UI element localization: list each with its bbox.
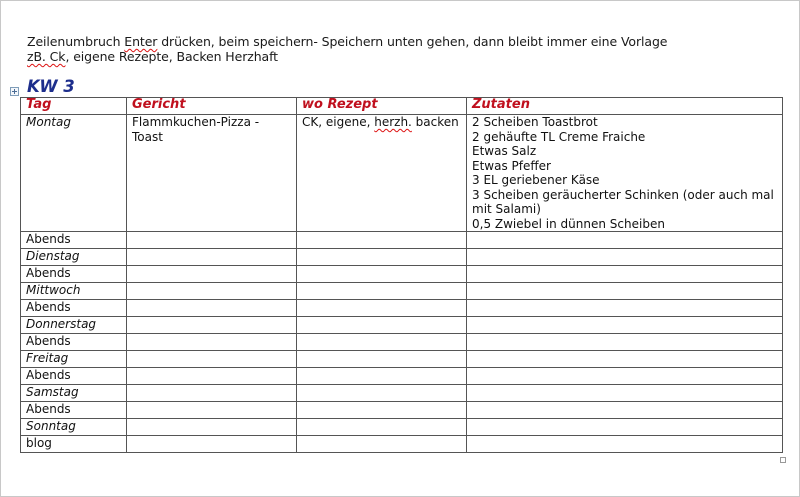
empty-cell[interactable]	[297, 317, 467, 334]
empty-cell[interactable]	[127, 317, 297, 334]
empty-cell[interactable]	[297, 385, 467, 402]
rezept-text: backen	[411, 115, 459, 129]
ingredient-item: 3 Scheiben geräucherter Schinken (oder auch mal mit Salami)	[472, 187, 774, 216]
table-header-row	[21, 98, 783, 115]
ingredient-item: 2 Scheiben Toastbrot	[472, 115, 598, 129]
empty-cell[interactable]	[467, 402, 783, 419]
empty-cell[interactable]	[127, 334, 297, 351]
meal-plan-table	[20, 97, 783, 453]
header-tag: Tag	[21, 98, 127, 115]
empty-cell[interactable]	[467, 232, 783, 249]
empty-cell[interactable]	[127, 402, 297, 419]
empty-cell[interactable]	[297, 266, 467, 283]
empty-cell[interactable]	[297, 249, 467, 266]
table-move-handle-icon[interactable]	[10, 87, 19, 96]
rezept-cell[interactable]	[297, 115, 467, 232]
empty-cell[interactable]	[467, 249, 783, 266]
abends-cell[interactable]: Abends	[21, 334, 127, 351]
empty-cell[interactable]	[127, 385, 297, 402]
ingredient-item: Etwas Pfeffer	[472, 158, 551, 173]
table-row-abends	[21, 402, 783, 419]
faint-watermark-text: blog	[21, 436, 127, 453]
abends-cell[interactable]: Abends	[21, 300, 127, 317]
abends-cell[interactable]: Abends	[21, 368, 127, 385]
header-gericht: Gericht	[127, 98, 297, 115]
empty-cell[interactable]	[467, 368, 783, 385]
day-cell[interactable]: Freitag	[21, 351, 127, 368]
note-text-misspelled: Enter	[124, 34, 158, 49]
table-resize-handle-icon[interactable]	[780, 457, 786, 463]
ingredient-item: 3 EL geriebener Käse	[472, 173, 600, 187]
table-row-abends	[21, 266, 783, 283]
day-cell[interactable]: Sonntag	[21, 419, 127, 436]
empty-cell[interactable]	[467, 283, 783, 300]
empty-cell[interactable]	[297, 402, 467, 419]
table-row-freitag	[21, 351, 783, 368]
day-cell[interactable]: Donnerstag	[21, 317, 127, 334]
empty-cell[interactable]	[297, 232, 467, 249]
empty-cell[interactable]	[127, 283, 297, 300]
empty-cell[interactable]	[467, 385, 783, 402]
empty-cell[interactable]	[467, 436, 783, 453]
empty-cell[interactable]	[297, 300, 467, 317]
ingredient-item: Etwas Salz	[472, 144, 537, 158]
empty-cell[interactable]	[467, 300, 783, 317]
table-row-last	[21, 436, 783, 453]
day-cell[interactable]: Samstag	[21, 385, 127, 402]
note-text: drücken, beim speichern- Speichern unten gehen, dann bleibt immer eine Vorlage	[157, 34, 668, 49]
empty-cell[interactable]	[127, 300, 297, 317]
day-cell[interactable]: Dienstag	[21, 249, 127, 266]
rezept-text-misspelled: herzh.	[374, 115, 412, 129]
empty-cell[interactable]	[127, 249, 297, 266]
empty-cell[interactable]	[127, 436, 297, 453]
note-text: , eigene Rezepte, Backen Herzhaft	[65, 49, 278, 64]
empty-cell[interactable]	[297, 436, 467, 453]
empty-cell[interactable]	[127, 232, 297, 249]
header-zutaten: Zutaten	[467, 98, 783, 115]
empty-cell[interactable]	[467, 334, 783, 351]
note-text-misspelled: zB. Ck	[27, 49, 66, 64]
note-text: Zeilenumbruch	[27, 34, 125, 49]
ingredient-item: 0,5 Zwiebel in dünnen Scheiben	[472, 216, 665, 231]
empty-cell[interactable]	[297, 368, 467, 385]
gericht-cell[interactable]: Flammkuchen-Pizza - Toast	[127, 115, 297, 232]
table-row-abends	[21, 232, 783, 249]
table-row-sonntag	[21, 419, 783, 436]
table-row-dienstag	[21, 249, 783, 266]
day-cell[interactable]: Montag	[21, 115, 127, 232]
header-wo-rezept: wo Rezept	[297, 98, 467, 115]
week-title: KW 3	[27, 77, 75, 96]
table-row-abends	[21, 300, 783, 317]
empty-cell[interactable]	[127, 266, 297, 283]
rezept-text: CK, eigene,	[302, 115, 375, 129]
empty-cell[interactable]	[127, 368, 297, 385]
zutaten-cell[interactable]	[467, 115, 783, 232]
instruction-note-line-1	[27, 34, 667, 49]
abends-cell[interactable]: Abends	[21, 402, 127, 419]
empty-cell[interactable]	[467, 419, 783, 436]
empty-cell[interactable]	[297, 419, 467, 436]
ingredient-item: 2 gehäufte TL Creme Fraiche	[472, 129, 646, 144]
table-row-donnerstag	[21, 317, 783, 334]
instruction-note-line-2	[27, 49, 278, 64]
empty-cell[interactable]	[297, 283, 467, 300]
empty-cell[interactable]	[297, 351, 467, 368]
table-row-montag	[21, 115, 783, 232]
empty-cell[interactable]	[297, 334, 467, 351]
table-row-mittwoch	[21, 283, 783, 300]
table-row-samstag	[21, 385, 783, 402]
empty-cell[interactable]	[127, 419, 297, 436]
empty-cell[interactable]	[467, 266, 783, 283]
abends-cell[interactable]: Abends	[21, 266, 127, 283]
abends-cell[interactable]: Abends	[21, 232, 127, 249]
table-row-abends	[21, 334, 783, 351]
empty-cell[interactable]	[467, 351, 783, 368]
table-row-abends	[21, 368, 783, 385]
day-cell[interactable]: Mittwoch	[21, 283, 127, 300]
empty-cell[interactable]	[127, 351, 297, 368]
empty-cell[interactable]	[467, 317, 783, 334]
